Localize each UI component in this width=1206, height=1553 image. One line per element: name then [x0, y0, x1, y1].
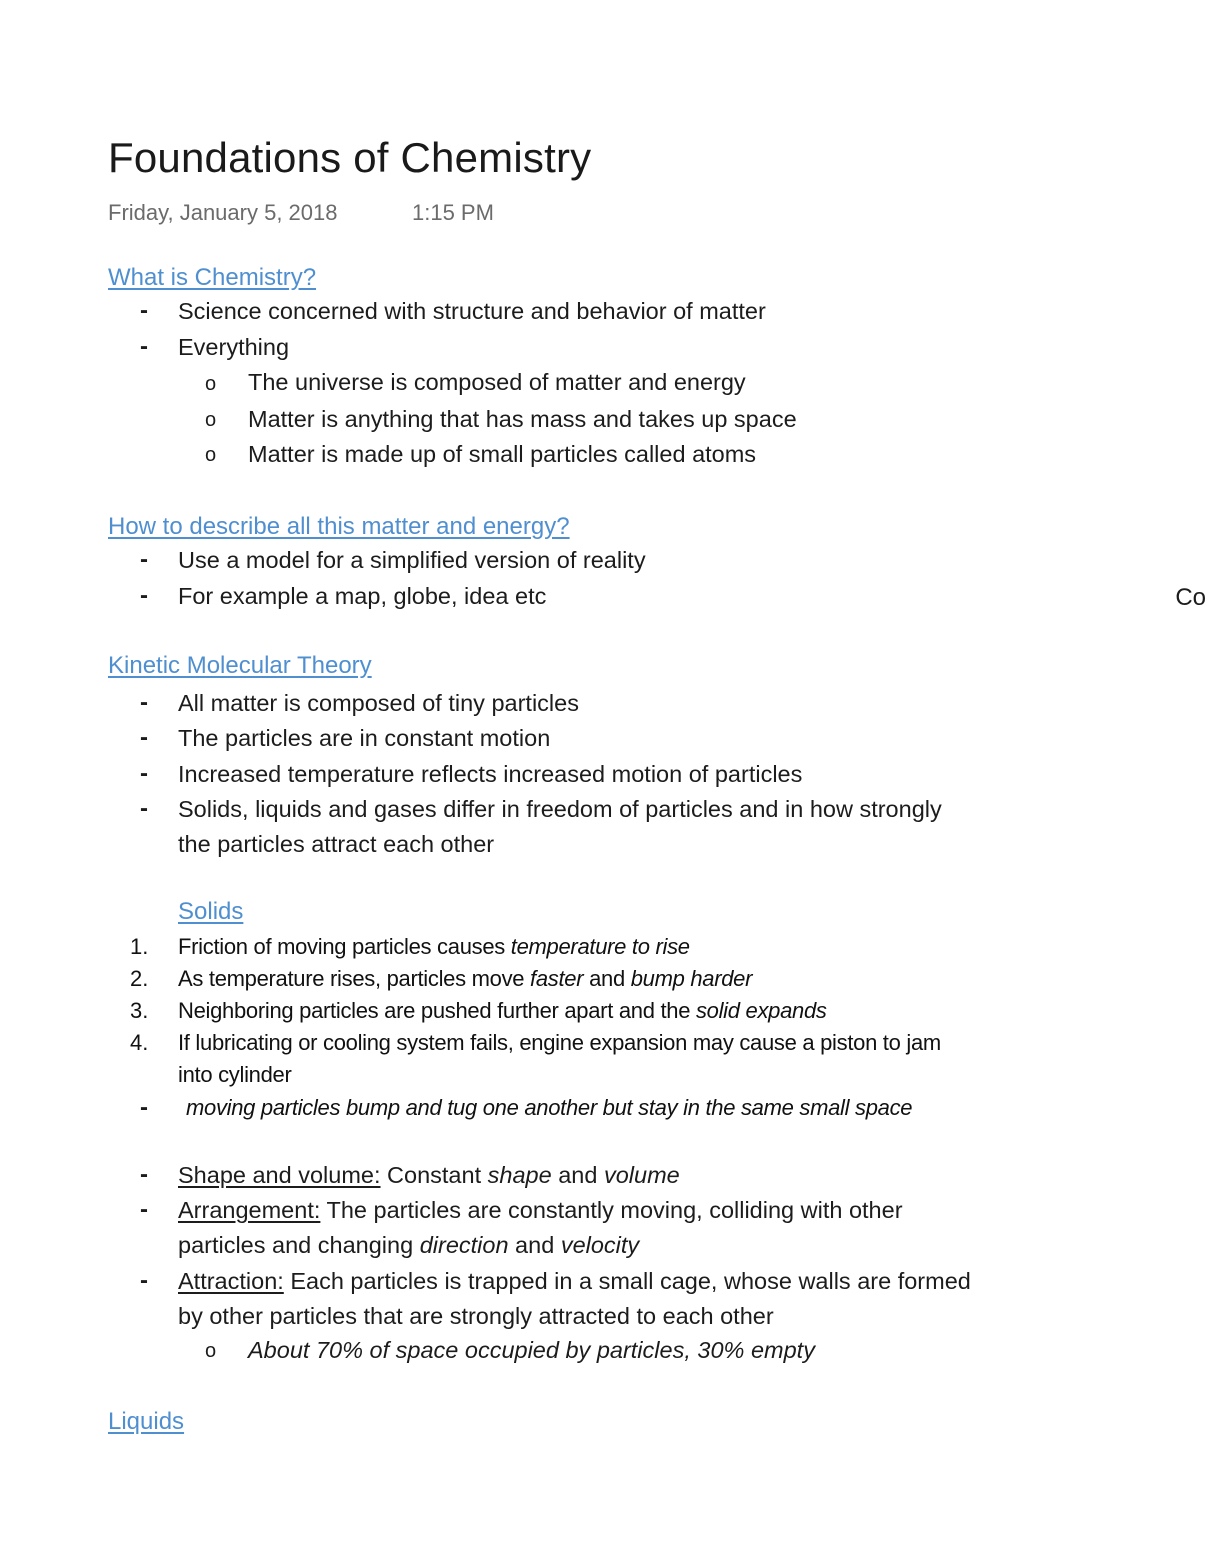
list-item: Solids, liquids and gases differ in freedom of particles and in how strongly [178, 796, 942, 822]
circle-bullet: o [205, 373, 217, 395]
dash-bullet: - [140, 1196, 148, 1223]
circle-bullet: o [205, 409, 217, 431]
numbered-item: As temperature rises, particles move faster and bump harder [178, 966, 753, 991]
circle-bullet: o [205, 1340, 217, 1362]
list-item: All matter is composed of tiny particles [178, 690, 579, 716]
list-number: 1. [130, 934, 149, 959]
dash-bullet: - [140, 1161, 148, 1188]
numbered-item: Neighboring particles are pushed further apart and the solid expands [178, 998, 827, 1023]
list-item-continuation: the particles attract each other [178, 831, 495, 857]
note-time: 1:15 PM [412, 200, 494, 225]
sub-list-item: Matter is anything that has mass and takes up space [248, 406, 797, 432]
dash-bullet: - [140, 1094, 148, 1121]
numbered-item: If lubricating or cooling system fails, engine expansion may cause a piston to jam [178, 1030, 941, 1055]
dash-bullet: - [140, 333, 148, 360]
dash-bullet: - [140, 760, 148, 787]
list-number: 3. [130, 998, 149, 1023]
dash-bullet: - [140, 582, 148, 609]
list-item: For example a map, globe, idea etc [178, 583, 547, 609]
sub-list-item: About 70% of space occupied by particles, 30% empty [248, 1337, 815, 1363]
list-item: Everything [178, 334, 290, 360]
list-item: Use a model for a simplified version of reality [178, 547, 646, 573]
list-number: 4. [130, 1030, 149, 1055]
dash-bullet: - [140, 546, 148, 573]
numbered-item: Friction of moving particles causes temperature to rise [178, 934, 690, 959]
shape-and-volume-item: Shape and volume: Constant shape and volume [178, 1162, 680, 1188]
dash-bullet: - [140, 1267, 148, 1294]
heading-solids: Solids [178, 898, 244, 925]
list-item: Science concerned with structure and behavior of matter [178, 298, 766, 324]
circle-bullet: o [205, 444, 217, 466]
heading-what-is-chemistry: What is Chemistry? [108, 264, 317, 291]
attraction-item: Attraction: Each particles is trapped in a small cage, whose walls are formed [178, 1268, 971, 1294]
arrangement-item: Arrangement: The particles are constantly moving, colliding with other [178, 1197, 903, 1223]
numbered-item-continuation: into cylinder [178, 1062, 292, 1087]
heading-liquids: Liquids [108, 1408, 185, 1435]
heading-describe-matter: How to describe all this matter and energy? [108, 513, 570, 540]
list-number: 2. [130, 966, 149, 991]
sub-list-item: Matter is made up of small particles called atoms [248, 441, 757, 467]
list-item: The particles are in constant motion [178, 725, 551, 751]
heading-kinetic-molecular-theory: Kinetic Molecular Theory [108, 652, 372, 679]
arrangement-item-continuation: particles and changing direction and velocity [178, 1232, 640, 1258]
list-item: Increased temperature reflects increased motion of particles [178, 761, 803, 787]
page-title: Foundations of Chemistry [108, 134, 592, 181]
note-date: Friday, January 5, 2018 [108, 200, 338, 225]
dash-bullet: - [140, 297, 148, 324]
sub-list-item: The universe is composed of matter and energy [248, 369, 746, 395]
italic-note: moving particles bump and tug one another but stay in the same small space [186, 1095, 913, 1120]
attraction-item-continuation: by other particles that are strongly attracted to each other [178, 1303, 774, 1329]
dash-bullet: - [140, 724, 148, 751]
dash-bullet: - [140, 689, 148, 716]
clipped-text: Co [1175, 584, 1206, 611]
dash-bullet: - [140, 795, 148, 822]
